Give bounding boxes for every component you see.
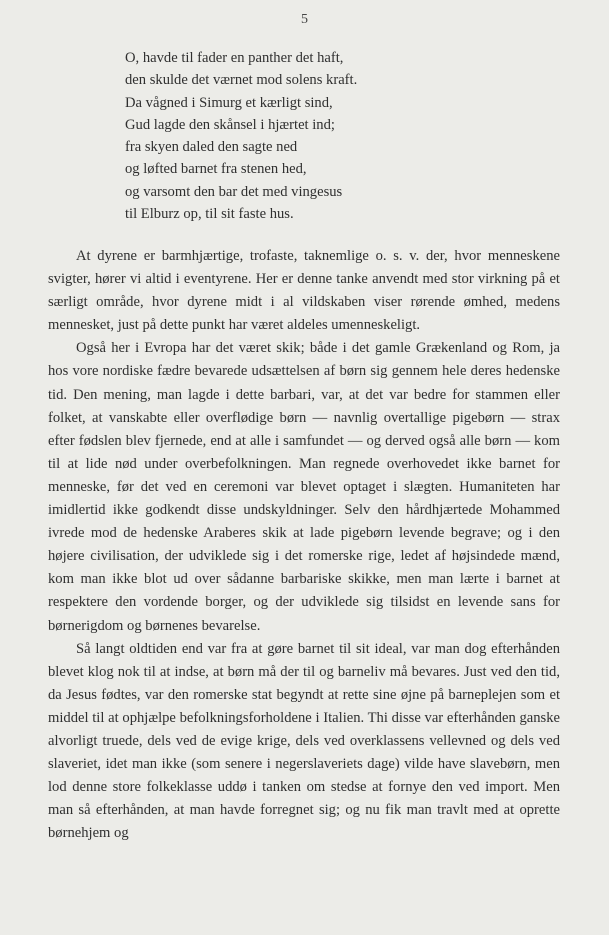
poem-line: fra skyen daled den sagte ned [125, 139, 298, 156]
poem-line: Gud lagde den skånsel i hjærtet ind; [125, 116, 335, 133]
paragraph: Så langt oldtiden end var fra at gøre barnet til sit ideal, var man dog efterhånden blevet klog nok til at indse, at børn må der til og barneliv må bevares. Just ved den tid, da Jesus fødtes, var den romerske stat begyndt at rette sine øjne på barneplejen som et middel til at ophjælpe befolkningsforholdene i Italien. Thi disse var efterhånden ganske alvorligt truede, dels ved de evige krige, dels ved overklassens vellevned og dels ved slaveriet, idet man ikke (som senere i negerslaveriets dage) vilde have slavebørn, men lod denne store folkeklasse uddø i tanken om stedse at fornye den ved import. Men man så efterhånden, at man havde forregnet sig; og nu fik man travlt med at oprette børnehjem og [48, 640, 560, 842]
poem-line: til Elburz op, til sit faste hus. [125, 206, 294, 223]
poem-line: O, havde til fader en panther det haft, [125, 50, 344, 66]
poem-line: Da vågned i Simurg et kærligt sind, [125, 94, 333, 111]
paragraph: Også her i Evropa har det været skik; både i det gamle Grækenland og Rom, ja hos vore nordiske fædre bevarede udsættelsen af børn sig gennem hele deres hedenske tid. Den mening, man lagde i dette barbari, var, at det var bedre for stammen eller folket, at vanskabte eller overflødige børn — navnlig overtallige pigebørn — strax efter fødslen blev fjernede, end at alle i samfundet — og derved også alle børn — kom til at lide nød under overbefolkningen. Man regnede overhovedet ikke barnet for menneske, før det ved en ceremoni var blevet optaget i slægten. Humaniteten har imidlertid ikke godkendt disse undskyldninger. Selv den hårdhjærtede Mohammed ivrede mod de hedenske Araberes skik at lade pigebørn levende begrave; og i den højere civilisation, der udviklede sig i det romerske rige, ledet af højsindede mænd, kom man ikke blot ud over sådanne barbariske skikke, men man lærte i barnet at respektere den vordende borger, og der udviklede sig tilsidst en levende sans for børnerigdom og børnenes bevarelse. [48, 340, 560, 634]
poem-line: den skulde det værnet mod solens kraft. [125, 72, 358, 89]
poem-line: og løfted barnet fra stenen hed, [125, 161, 307, 178]
body-text [48, 245, 560, 845]
poem-stanza [125, 47, 357, 225]
page-number: 5 [301, 12, 308, 27]
paragraph: At dyrene er barmhjærtige, trofaste, taknemlige o. s. v. der, hvor menneskene svigter, hører vi altid i eventyrene. Her er denne tanke anvendt med stor virkning på et særligt område, hvor dyrene midt i al vildskaben viser rørende ømhed, medens mennesket, just på dette punkt har været aldeles umenneskeligt. [48, 248, 560, 334]
poem-line: og varsomt den bar det med vingesus [125, 183, 343, 200]
